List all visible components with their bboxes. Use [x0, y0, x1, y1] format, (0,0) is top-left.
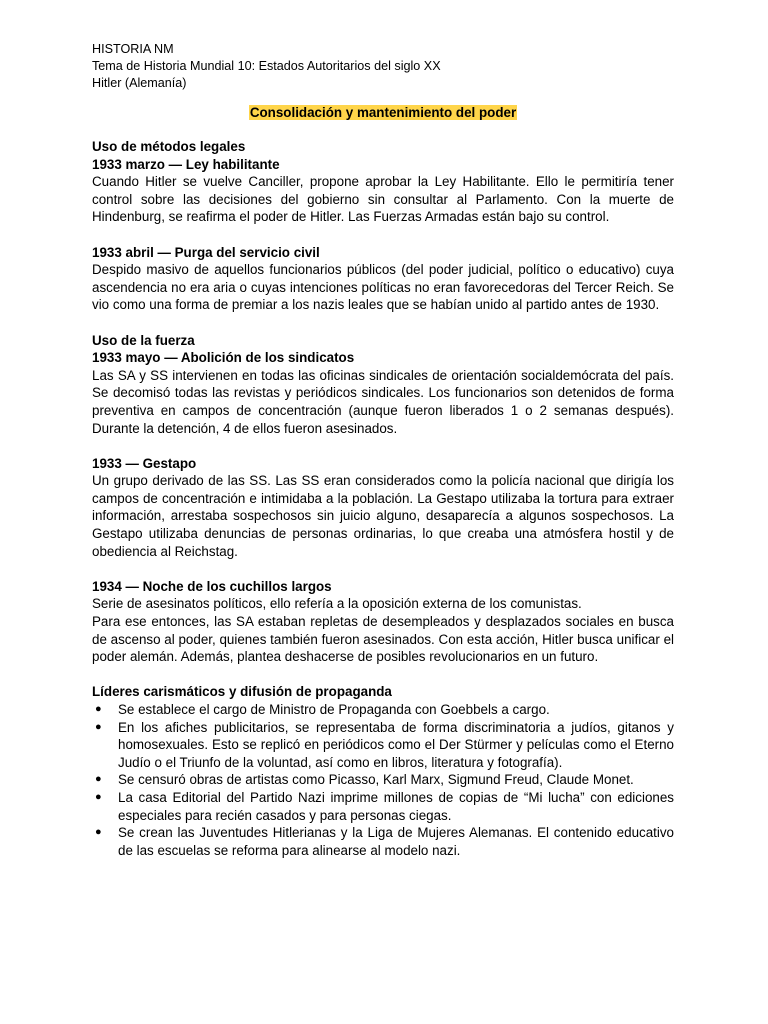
list-item-text: Se establece el cargo de Ministro de Propaganda con Goebbels a cargo.	[118, 702, 550, 717]
course-name: HISTORIA NM	[92, 42, 174, 56]
list-item-text: En los afiches publicitarios, se representaba de forma discriminatoria a judíos, gitanos y homosexuales. Esto se replicó en periódicos como el Der Stürmer y películas como el Eterno Judío o el Triunfo de la voluntad, así como en libros, literatura y fotografía).	[118, 719, 674, 770]
paragraph: Cuando Hitler se vuelve Canciller, propone aprobar la Ley Habilitante. Ello le permitiría tener control sobre las decisiones del gobierno sin consultar al Parlamento. Con la muerte de Hindenburg, se reafirma el poder de Hitler. Las Fuerzas Armadas están bajo su control.	[92, 174, 674, 225]
list-item-text: Se crean las Juventudes Hitlerianas y la Liga de Mujeres Alemanas. El contenido educativo de las escuelas se reforma para alinearse al modelo nazi.	[118, 825, 674, 858]
subsection-heading: 1933 mayo — Abolición de los sindicatos	[92, 350, 355, 366]
paragraph: Serie de asesinatos políticos, ello refería a la oposición externa de los comunistas.	[92, 596, 582, 612]
list-item	[92, 701, 674, 719]
section-fuerza	[92, 332, 674, 438]
section-heading: Uso de la fuerza	[92, 332, 195, 348]
list-item	[92, 789, 674, 824]
list-item	[92, 719, 674, 772]
document-page	[92, 41, 674, 859]
subsection-purga	[92, 244, 674, 314]
subsection-heading: 1933 abril — Purga del servicio civil	[92, 244, 320, 260]
subsection-heading: 1934 — Noche de los cuchillos largos	[92, 578, 332, 594]
list-item	[92, 771, 674, 789]
list-item	[92, 824, 674, 859]
topic-line: Tema de Historia Mundial 10: Estados Autoritarios del siglo XX	[92, 59, 441, 73]
subject-line: Hitler (Alemanía)	[92, 76, 187, 90]
subsection-heading: 1933 — Gestapo	[92, 455, 197, 471]
paragraph: Un grupo derivado de las SS. Las SS eran considerados como la policía nacional que dirigía los campos de concentración e intimidaba a la población. La Gestapo utilizaba la tortura para extraer información, arrestaba sospechosos sin juicio alguno, desaparecía a algunos sospechosos. La Gestapo utilizaba denuncias de personas ordinarias, lo que creaba una atmósfera hostil y de obediencia al Reichstag.	[92, 473, 674, 559]
title-container	[92, 104, 674, 121]
section-heading: Uso de métodos legales	[92, 139, 246, 154]
paragraph: Despido masivo de aquellos funcionarios públicos (del poder judicial, político o educativo) cuya ascendencia no era aria o cuyas intenciones políticas no eran favorecedoras del Tercer Reich. Se vio como una forma de premiar a los nazis leales que se habían unido al partido antes de 1930.	[92, 262, 674, 313]
section-heading: Líderes carismáticos y difusión de propaganda	[92, 684, 392, 700]
bullet-icon: ●	[95, 720, 102, 733]
bullet-icon: ●	[95, 826, 102, 839]
section-legal	[92, 138, 674, 226]
paragraph: Para ese entonces, las SA estaban repletas de desempleados y desplazados sociales en busca de ascenso al poder, quienes también fueron asesinados. Con esta acción, Hitler busca unificar el poder alemán. Además, plantea deshacerse de posibles revolucionarios en un futuro.	[92, 614, 674, 665]
bullet-icon: ●	[95, 790, 102, 803]
bullet-icon: ●	[95, 703, 102, 715]
list-item-text: La casa Editorial del Partido Nazi imprime millones de copias de “Mi lucha” con ediciones especiales para recién casados y para personas ciegas.	[118, 789, 674, 823]
list-item-text: Se censuró obras de artistas como Picasso, Karl Marx, Sigmund Freud, Claude Monet.	[118, 772, 634, 788]
bullet-icon: ●	[95, 773, 102, 786]
subsection-heading: 1933 marzo — Ley habilitante	[92, 156, 280, 172]
document-title: Consolidación y mantenimiento del poder	[249, 105, 517, 120]
subsection-cuchillos	[92, 578, 674, 666]
subsection-gestapo	[92, 455, 674, 561]
bullet-list	[92, 701, 674, 859]
section-propaganda	[92, 683, 674, 859]
paragraph: Las SA y SS intervienen en todas las oficinas sindicales de orientación socialdemócrata del país. Se decomisó todas las revistas y periódicos sindicales. Los funcionarios son detenidos de forma preventiva en campos de concentración (aunque fueron liberados 1 o 2 semanas después). Durante la detención, 4 de ellos fueron asesinados.	[92, 367, 674, 436]
document-header	[92, 41, 674, 92]
